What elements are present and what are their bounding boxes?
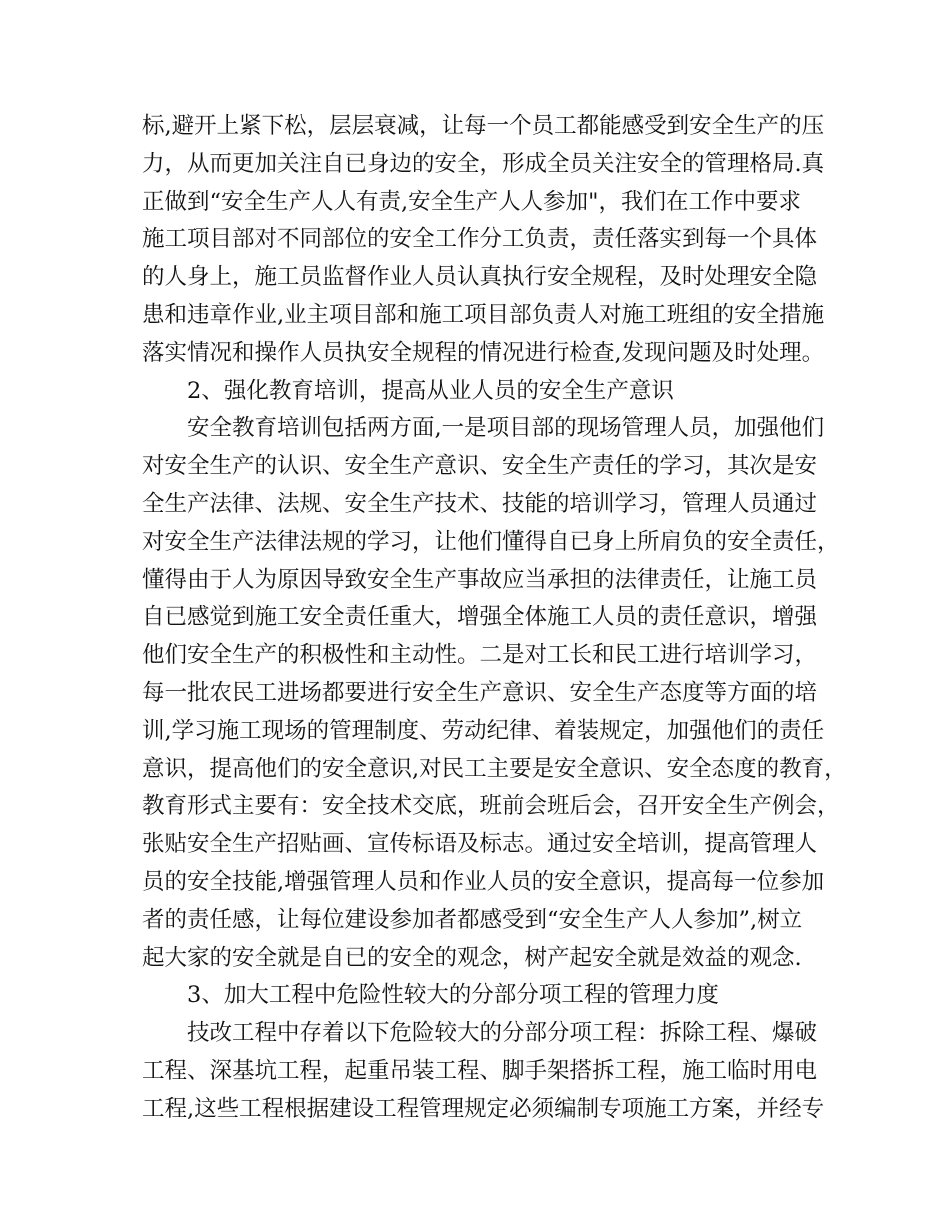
text-line: 者的责任感，让每位建设参加者都感受到“安全生产人人参加”,树立 — [142, 906, 803, 933]
text-line: 正做到“安全生产人人有责,安全生产人人参加"，我们在工作中要求 — [142, 188, 802, 215]
text-line: 施工项目部对不同部位的安全工作分工负责，责任落实到每一个具体 — [142, 226, 818, 253]
text-line: 技改工程中存着以下危险较大的分部分项工程：拆除工程、爆破 — [187, 1020, 818, 1047]
text-line: 患和违章作业,业主项目部和施工项目部负责人对施工班组的安全措施 — [142, 301, 825, 328]
text-line: 自已感觉到施工安全责任重大，增强全体施工人员的责任意识，增强 — [142, 604, 818, 631]
text-line: 每一批农民工进场都要进行安全生产意识、安全生产态度等方面的培 — [142, 679, 818, 706]
text-line: 训,学习施工现场的管理制度、劳动纪律、着装规定，加强他们的责任 — [142, 717, 825, 744]
text-line: 落实情况和操作人员执安全规程的情况进行检查,发现问题及时处理。 — [142, 339, 825, 366]
text-line: 教育形式主要有：安全技术交底，班前会班后会，召开安全生产例会， — [142, 793, 840, 820]
text-line: 对安全生产法律法规的学习，让他们懂得自已身上所肩负的安全责任， — [142, 528, 840, 555]
text-line: 工程,这些工程根据建设工程管理规定必须编制专项施工方案，并经专 — [142, 1095, 825, 1122]
section-heading: 2、强化教育培训，提高从业人员的安全生产意识 — [187, 377, 674, 404]
text-line: 张贴安全生产招贴画、宣传标语及标志。通过安全培训，提高管理人 — [142, 831, 818, 858]
text-line: 工程、深基坑工程，起重吊装工程、脚手架搭拆工程，施工临时用电 — [142, 1057, 818, 1084]
body-text — [142, 108, 847, 1129]
text-line: 懂得由于人为原因导致安全生产事故应当承担的法律责任，让施工员 — [142, 566, 818, 593]
text-line: 标,避开上紧下松，层层衰减，让每一个员工都能感受到安全生产的压 — [142, 113, 825, 139]
text-line: 的人身上，施工员监督作业人员认真执行安全规程，及时处理安全隐 — [142, 264, 818, 291]
text-line: 员的安全技能,增强管理人员和作业人员的安全意识，提高每一位参加 — [142, 868, 825, 895]
text-line: 安全教育培训包括两方面,一是项目部的现场管理人员，加强他们 — [187, 415, 825, 442]
text-line: 他们安全生产的积极性和主动性。二是对工长和民工进行培训学习， — [142, 642, 818, 669]
text-line: 起大家的安全就是自已的安全的观念，树产起安全就是效益的观念. — [142, 944, 802, 971]
text-line: 意识，提高他们的安全意识,对民工主要是安全意识、安全态度的教育， — [142, 755, 847, 782]
text-line: 力，从而更加关注自已身边的安全，形成全员关注安全的管理格局.真 — [142, 150, 825, 177]
section-heading: 3、加大工程中危险性较大的分部分项工程的管理力度 — [187, 982, 719, 1009]
text-line: 全生产法律、法规、安全生产技术、技能的培训学习，管理人员通过 — [142, 490, 818, 517]
text-line: 对安全生产的认识、安全生产意识、安全生产责任的学习，其次是安 — [142, 453, 818, 480]
